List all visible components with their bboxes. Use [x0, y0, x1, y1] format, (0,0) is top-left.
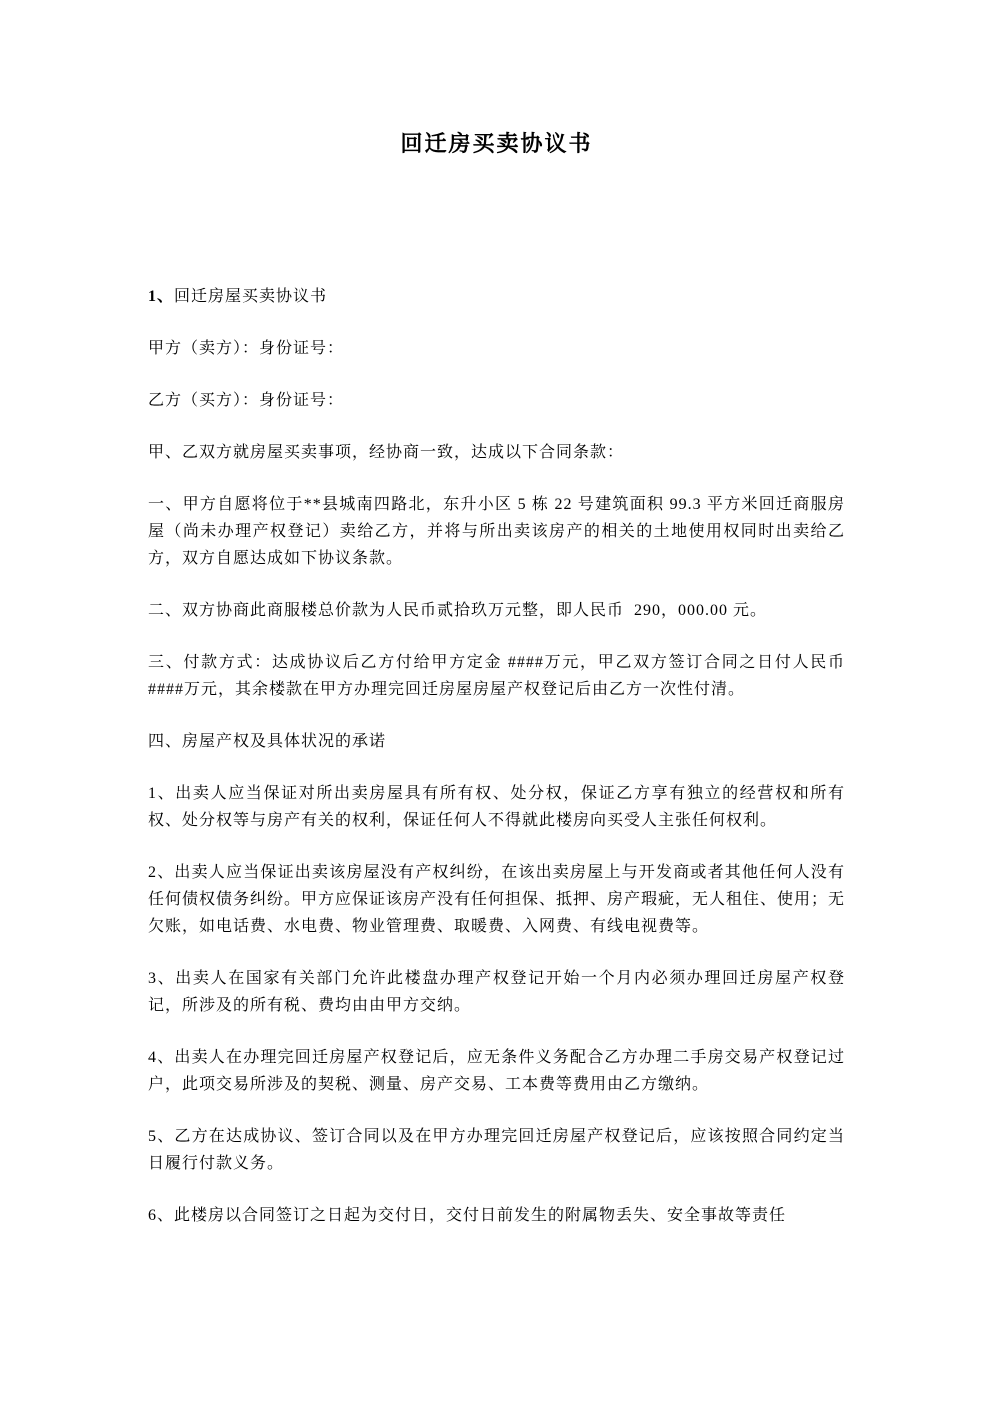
clause-4-item-1: 1、出卖人应当保证对所出卖房屋具有所有权、处分权，保证乙方享有独立的经营权和所有权、处分权等与房产有关的权利，保证任何人不得就此楼房向买受人主张任何权利。 [148, 785, 845, 829]
section-1-heading [148, 283, 845, 310]
party-b-identity-line: 乙方（买方）：身份证号： [148, 392, 345, 409]
clause-1-property-description: 一、甲方自愿将位于**县城南四路北，东升小区 5 栋 22 号建筑面积 99.3 平方米回迁商服房屋（尚未办理产权登记）卖给乙方，并将与所出卖该房产的相关的土地使用权同时出卖给乙方，双方自愿达成如下协议条款。 [148, 496, 845, 567]
clause-4-item-6: 6、此楼房以合同签订之日起为交付日，交付日前发生的附属物丢失、安全事故等责任 [148, 1207, 787, 1224]
clause-4-item-4: 4、出卖人在办理完回迁房屋产权登记后，应无条件义务配合乙方办理二手房交易产权登记过户，此项交易所涉及的契税、测量、房产交易、工本费等费用由乙方缴纳。 [148, 1049, 845, 1093]
section-1-heading-number: 1、 [148, 288, 175, 305]
clause-4-heading: 四、房屋产权及具体状况的承诺 [148, 733, 387, 750]
clause-4-item-5: 5、乙方在达成协议、签订合同以及在甲方办理完回迁房屋产权登记后，应该按照合同约定当日履行付款义务。 [148, 1128, 845, 1172]
party-a-identity-line: 甲方（卖方）：身份证号： [148, 340, 345, 357]
clause-2-total-price: 二、双方协商此商服楼总价款为人民币贰拾玖万元整，即人民币 290，000.00 元。 [148, 602, 768, 619]
clause-3-payment-method: 三、付款方式：达成协议后乙方付给甲方定金 ####万元，甲乙双方签订合同之日付人民币####万元，其余楼款在甲方办理完回迁房屋房屋产权登记后由乙方一次性付清。 [148, 654, 845, 698]
section-1-heading-text: 回迁房屋买卖协议书 [174, 288, 328, 305]
clause-4-item-2: 2、出卖人应当保证出卖该房屋没有产权纠纷，在该出卖房屋上与开发商或者其他任何人没有任何债权债务纠纷。甲方应保证该房产没有任何担保、抵押、房产瑕疵，无人租住、使用；无欠账，如电话费、水电费、物业管理费、取暖费、入网费、有线电视费等。 [148, 864, 846, 935]
clause-4-item-3: 3、出卖人在国家有关部门允许此楼盘办理产权登记开始一个月内必须办理回迁房屋产权登记，所涉及的所有税、费均由由甲方交纳。 [148, 970, 845, 1014]
document-title: 回迁房买卖协议书 [400, 131, 593, 156]
agreement-intro: 甲、乙双方就房屋买卖事项，经协商一致，达成以下合同条款： [148, 444, 625, 461]
